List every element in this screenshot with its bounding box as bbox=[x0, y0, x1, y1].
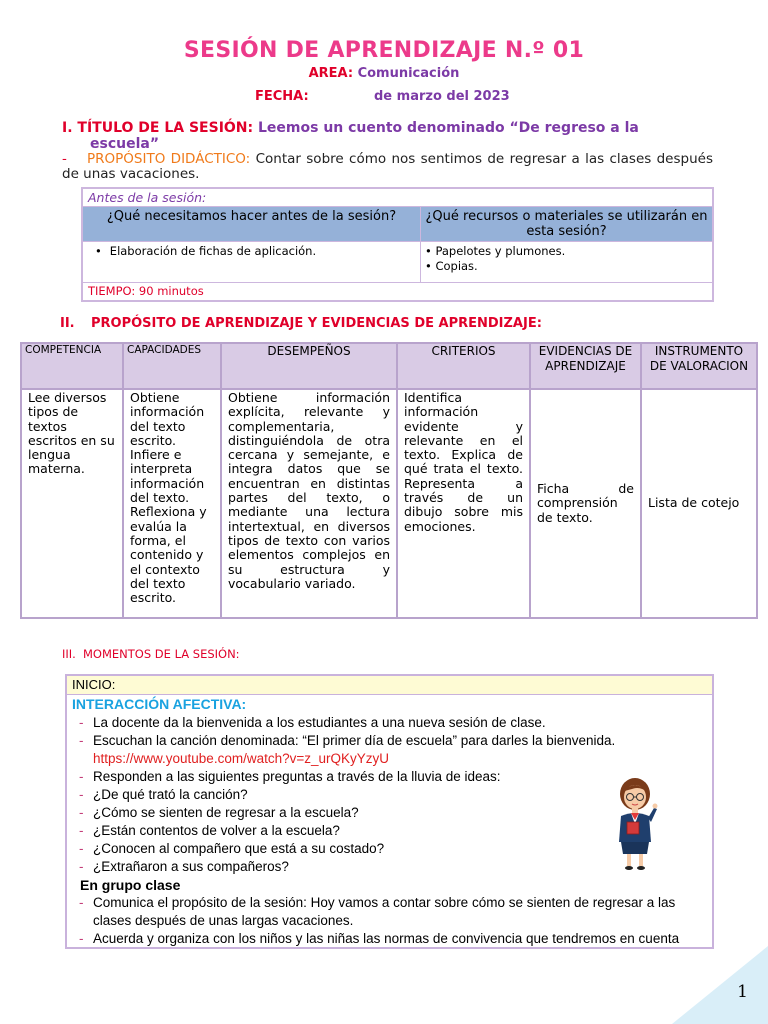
list-item: - Responden a las siguientes preguntas a través de la lluvia de ideas: bbox=[67, 768, 712, 786]
section3-number: III. bbox=[62, 647, 76, 661]
section-titulo bbox=[62, 120, 712, 152]
header-desempenos: DESEMPEÑOS bbox=[221, 343, 397, 389]
section1-value: Leemos un cuento denominado “De regreso a la bbox=[258, 120, 639, 136]
cell-evidencias: Ficha de comprensión de texto. bbox=[530, 389, 641, 618]
proposito-didactico bbox=[62, 152, 713, 182]
antes-q1: ¿Qué necesitamos hacer antes de la sesión? bbox=[83, 207, 421, 241]
section3-label: MOMENTOS DE LA SESIÓN: bbox=[83, 647, 240, 661]
proposito-label: PROPÓSITO DIDÁCTICO: bbox=[87, 151, 251, 167]
section2-label: PROPÓSITO DE APRENDIZAJE Y EVIDENCIAS DE APRENDIZAJE: bbox=[91, 316, 542, 331]
section1-number: I. bbox=[62, 120, 73, 136]
area-line bbox=[0, 66, 768, 81]
area-label: AREA: bbox=[308, 66, 354, 81]
table-header-row bbox=[21, 343, 757, 389]
grupo-list bbox=[67, 894, 712, 948]
antes-a2-cell bbox=[421, 242, 712, 282]
cell-competencia: Lee diversos tipos de textos escritos en su lengua materna. bbox=[21, 389, 123, 618]
proposito-dash: - bbox=[62, 151, 67, 167]
antes-a1-cell: • Elaboración de fichas de aplicación. bbox=[83, 242, 421, 282]
cell-capacidades: Obtiene información del texto escrito. Infiere e interpreta información del texto. Reflexiona y evalúa la forma, el contenido y el contexto del texto escrito. bbox=[123, 389, 221, 618]
header-criterios: CRITERIOS bbox=[397, 343, 530, 389]
antes-answer-row bbox=[83, 241, 712, 283]
list-item: - La docente da la bienvenida a los estudiantes a una nueva sesión de clase. bbox=[67, 714, 712, 732]
antes-a2-item: • Papelotes y plumones. bbox=[425, 244, 566, 258]
antes-a2-item: • Copias. bbox=[425, 259, 478, 273]
antes-q2: ¿Qué recursos o materiales se utilizarán en esta sesión? bbox=[421, 207, 712, 241]
header-competencia: COMPETENCIA bbox=[21, 343, 123, 389]
section-momentos bbox=[62, 647, 240, 661]
cell-desempenos: Obtiene información explícita, relevante y complementaria, distinguiéndola de otra cercana y semejante, e integra datos que se encuentran en distintas partes del texto, o mediante una lectura intertextual, en diversos tipos de texto con varios elementos complejos en su estructura y vocabulario variado. bbox=[221, 389, 397, 618]
list-item: - Comunica el propósito de la sesión: Hoy vamos a contar sobre cómo se sienten de regresar a las clases después de unas largas vacaciones. bbox=[67, 894, 712, 930]
list-item: - ¿Extrañaron a sus compañeros? bbox=[67, 858, 712, 876]
tiempo-text: TIEMPO: 90 minutos bbox=[88, 284, 204, 298]
interaccion-afectiva-heading: INTERACCIÓN AFECTIVA: bbox=[72, 696, 247, 712]
antes-a1: Elaboración de fichas de aplicación. bbox=[109, 244, 317, 258]
list-item: - Escuchan la canción denominada: “El primer día de escuela” para darles la bienvenida. bbox=[67, 732, 712, 750]
list-item: - ¿De qué trató la canción? bbox=[67, 786, 712, 804]
section1-label: TÍTULO DE LA SESIÓN: bbox=[77, 120, 254, 136]
antes-header: Antes de la sesión: bbox=[83, 189, 712, 207]
area-value: Comunicación bbox=[357, 66, 460, 81]
competencias-table bbox=[20, 342, 758, 619]
list-item: - Acuerda y organiza con los niños y las niñas las normas de convivencia que tendremos en cuenta bbox=[67, 930, 712, 948]
header-instrumento: INSTRUMENTO DE VALORACION bbox=[641, 343, 757, 389]
section1-value-cont: escuela” bbox=[90, 136, 160, 152]
section-proposito-aprendizaje bbox=[60, 316, 542, 331]
section2-number: II. bbox=[60, 316, 75, 331]
list-item: - ¿Cómo se sienten de regresar a la escuela? bbox=[67, 804, 712, 822]
fecha-label: FECHA: bbox=[255, 89, 309, 104]
inicio-label: INICIO: bbox=[67, 676, 712, 695]
header-capacidades: CAPACIDADES bbox=[123, 343, 221, 389]
cell-instrumento: Lista de cotejo bbox=[641, 389, 757, 618]
page-title: SESIÓN DE APRENDIZAJE N.º 01 bbox=[183, 38, 585, 63]
youtube-link[interactable]: https://www.youtube.com/watch?v=z_urQKyYzyU bbox=[93, 751, 389, 766]
list-item: - ¿Están contentos de volver a la escuela? bbox=[67, 822, 712, 840]
page-number: 1 bbox=[737, 982, 748, 1002]
proposito-text: Contar sobre cómo nos sentimos de regresar a las clases después de unas vacaciones. bbox=[62, 151, 713, 182]
table-row bbox=[21, 389, 757, 618]
cell-criterios: Identifica información evidente y relevante en el texto. Explica de qué trata el texto. Representa a través de un dibujo sobre mis emociones. bbox=[397, 389, 530, 618]
grupo-clase-heading: En grupo clase bbox=[80, 877, 181, 893]
list-item: - ¿Conocen al compañero que está a su costado? bbox=[67, 840, 712, 858]
header-evidencias: EVIDENCIAS DE APRENDIZAJE bbox=[530, 343, 641, 389]
antes-sesion-table bbox=[81, 187, 714, 302]
fecha-value: de marzo del 2023 bbox=[374, 89, 510, 104]
teacher-illustration bbox=[604, 776, 666, 872]
antes-question-row bbox=[83, 207, 712, 241]
page-corner-decoration bbox=[672, 946, 768, 1024]
